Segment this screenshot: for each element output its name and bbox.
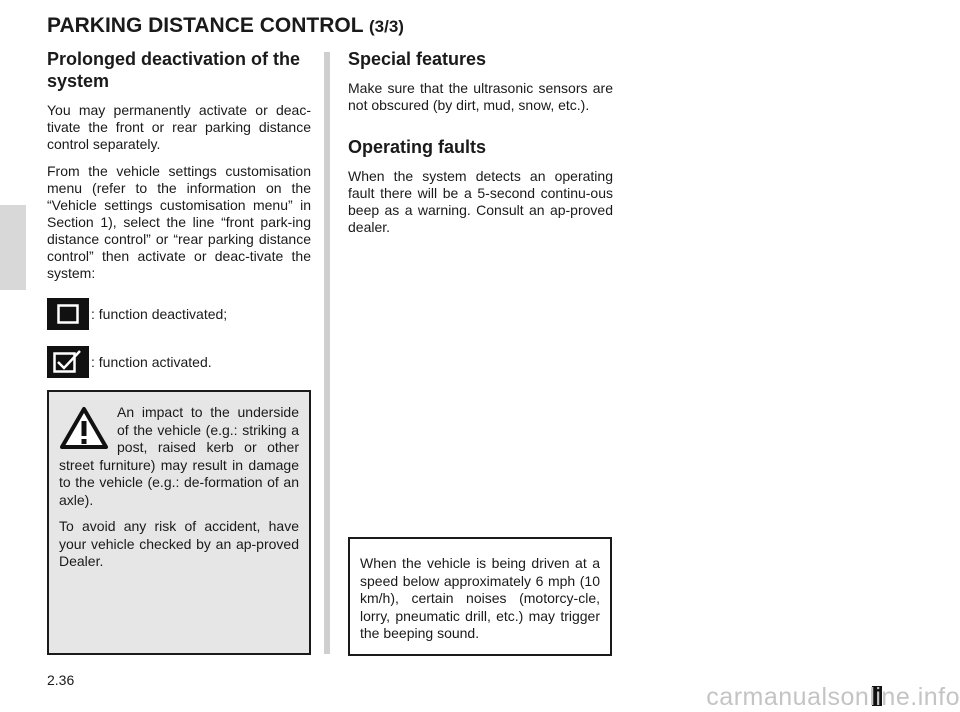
special-features-text: Make sure that the ultrasonic sensors are not obscured (by dirt, mud, snow, etc.). — [348, 80, 613, 113]
intro-paragraph: You may permanently activate or deac-tivate the front or rear parking distance control separately. — [47, 102, 311, 152]
warning-impact-paragraph: An impact to the underside of the vehicle (e.g.: striking a post, raised kerb or other street furniture) may result in damage to the vehicle (e.g.: de-formation of an axle). — [59, 404, 299, 508]
checked-checkbox-icon — [47, 346, 89, 378]
option-deactivated — [47, 298, 311, 330]
prolonged-deactivation-heading: Prolonged deactivation of the system — [47, 49, 301, 91]
left-column — [47, 48, 311, 378]
empty-checkbox-icon — [47, 298, 89, 330]
page-title-suffix: (3/3) — [369, 17, 404, 36]
right-column — [348, 48, 613, 246]
page-title-text: PARKING DISTANCE CONTROL — [47, 14, 364, 37]
warning-triangle-icon — [59, 406, 109, 450]
option-activated-label: : function activated. — [91, 354, 212, 370]
warning-dealer-paragraph: To avoid any risk of accident, have your vehicle checked by an ap-proved Dealer. — [59, 518, 299, 569]
warning-box — [47, 390, 311, 655]
operating-faults-heading: Operating faults — [348, 137, 487, 157]
column-divider — [324, 52, 330, 654]
note-text: When the vehicle is being driven at a speed below approximately 6 mph (10 km/h), certain noises (motorcy-cle, lorry, pneumatic drill, etc.) may trigger the beeping sound. — [360, 555, 600, 641]
option-deactivated-label: : function deactivated; — [91, 306, 228, 322]
page-number: 2.36 — [47, 672, 75, 688]
section-side-tab — [0, 205, 26, 290]
note-box — [348, 537, 612, 656]
operating-faults-text: When the system detects an operating fault there will be a 5-second continu-ous beep as a warning. Consult an ap-proved dealer. — [348, 168, 613, 235]
watermark: carmanualsonline.info — [706, 683, 960, 711]
option-activated — [47, 346, 311, 378]
menu-instructions-paragraph: From the vehicle settings customisation menu (refer to the information on the “Vehicle settings customisation menu” in Section 1), select the line “front park-ing distance control” or “rear parking distance control” then activate or deac-tivate the system: — [47, 163, 311, 281]
page-title — [47, 14, 404, 38]
special-features-heading: Special features — [348, 49, 487, 69]
